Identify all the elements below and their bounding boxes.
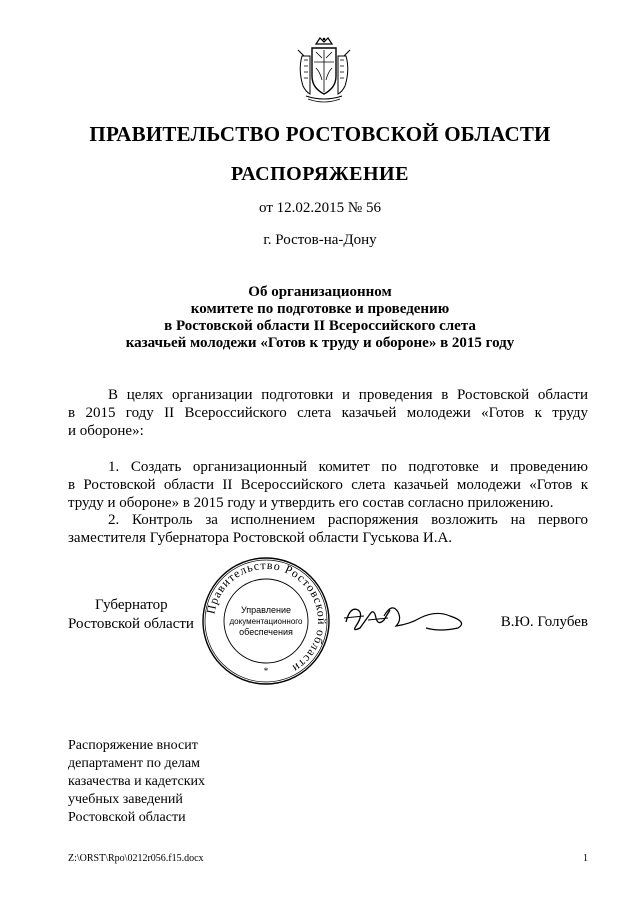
contributor-line: казачества и кадетских <box>68 774 205 789</box>
contributor-line: Распоряжение вносит <box>68 738 198 753</box>
paragraph-line: в 2015 году II Всероссийского слета казачьей молодежи «Готов к труду <box>68 405 588 421</box>
document-city: г. Ростов-на-Дону <box>263 232 377 248</box>
item-1-paragraph <box>68 458 588 512</box>
governor-title <box>68 596 194 634</box>
document-type: РАСПОРЯЖЕНИЕ <box>231 163 409 185</box>
document-subject <box>0 284 640 352</box>
subject-line: в Ростовской области II Всероссийского слета <box>164 318 476 334</box>
svg-text:*: * <box>263 666 269 676</box>
governor-name: В.Ю. Голубев <box>500 614 588 630</box>
coat-of-arms-icon <box>294 36 354 104</box>
document-date-number: от 12.02.2015 № 56 <box>259 200 381 216</box>
stamp-ring-text: Правительство Ростовской области <box>203 557 330 677</box>
paragraph-line: 1. Создать организационный комитет по подготовке и проведению <box>108 459 588 475</box>
paragraph-line: и обороне»: <box>68 423 144 439</box>
contributor-line: департамент по делам <box>68 756 200 771</box>
stamp-center-line: документационного <box>229 617 303 626</box>
governor-title-line: Ростовской области <box>68 616 194 632</box>
paragraph-line: В целях организации подготовки и проведения в Ростовской области <box>108 387 588 403</box>
governor-title-line: Губернатор <box>95 597 168 613</box>
stamp-center-line: обеспечения <box>239 627 293 637</box>
intro-paragraph <box>68 386 588 440</box>
page-number: 1 <box>583 853 588 864</box>
handwritten-signature <box>340 596 480 636</box>
stamp-center-line: Управление <box>240 605 292 615</box>
paragraph-line: 2. Контроль за исполнением распоряжения возложить на первого <box>108 512 588 528</box>
paragraph-line: заместителя Губернатора Ростовской области Гуськова И.А. <box>68 530 453 546</box>
subject-line: Об организационном <box>248 284 392 300</box>
contributor-line: Ростовской области <box>68 810 186 825</box>
contributor-note <box>68 737 205 827</box>
item-2-paragraph <box>68 511 588 547</box>
paragraph-line: труду и обороне» в 2015 году и утвердить его состав согласно приложению. <box>68 495 554 511</box>
organization-title: ПРАВИТЕЛЬСТВО РОСТОВСКОЙ ОБЛАСТИ <box>89 122 551 146</box>
footer-file-path: Z:\ORST\Rpo\0212r056.f15.docx <box>68 853 204 864</box>
paragraph-line: в Ростовской области II Всероссийского слета казачьей молодежи «Готов к <box>68 477 588 493</box>
subject-line: казачьей молодежи «Готов к труду и обороне» в 2015 году <box>125 335 515 351</box>
official-stamp <box>201 556 331 686</box>
contributor-line: учебных заведений <box>68 792 183 807</box>
subject-line: комитете по подготовке и проведению <box>190 301 450 317</box>
